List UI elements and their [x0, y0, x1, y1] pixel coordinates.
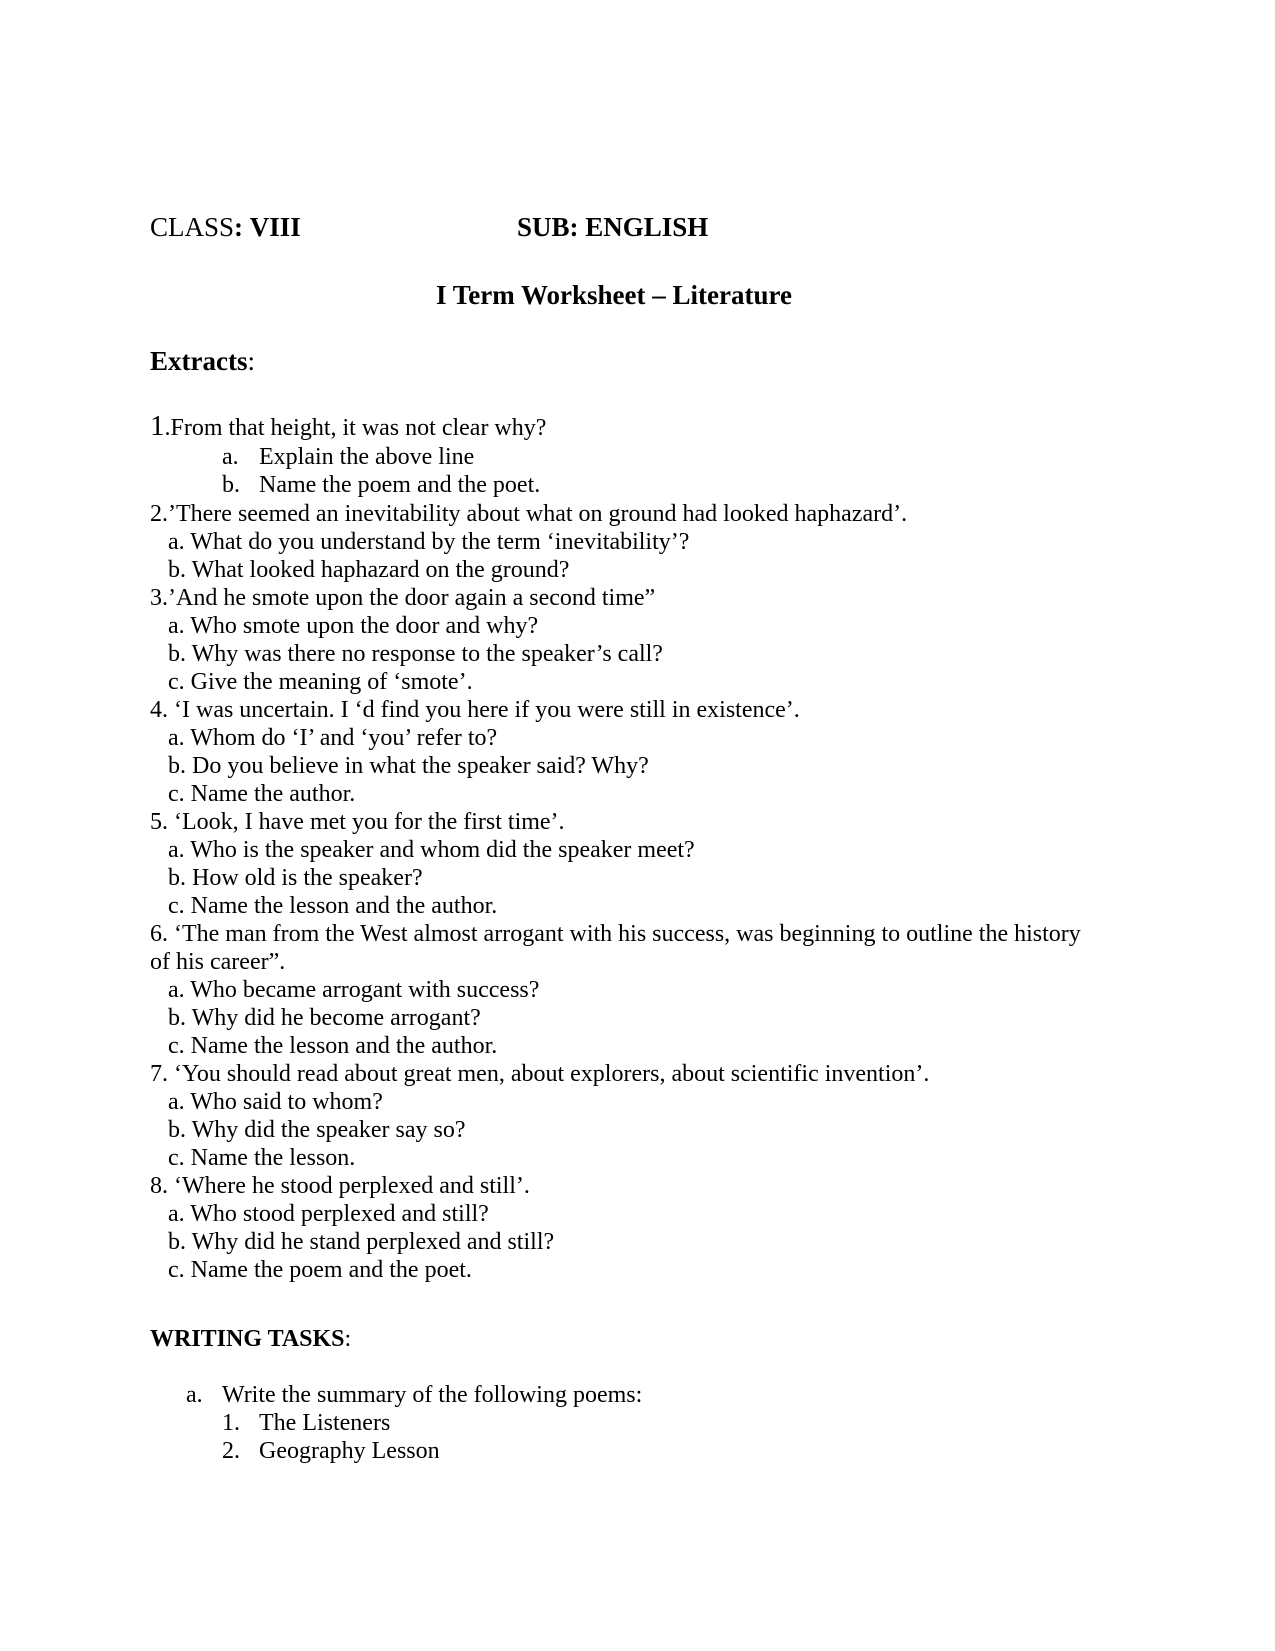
question-line: c. Name the author. — [150, 781, 356, 807]
question-line: 5. ‘Look, I have met you for the first time’. — [150, 809, 565, 835]
question-line: 3.’And he smote upon the door again a second time” — [150, 585, 656, 611]
question-line: 8. ‘Where he stood perplexed and still’. — [150, 1173, 530, 1199]
question-line: b. Why did he become arrogant? — [150, 1005, 481, 1031]
class-value: VIII — [249, 212, 301, 242]
question-line: c. Give the meaning of ‘smote’. — [150, 669, 473, 695]
sub-marker: a. — [222, 444, 239, 470]
question-line: 7. ‘You should read about great men, about explorers, about scientific invention’. — [150, 1061, 930, 1087]
question-line: b. Do you believe in what the speaker said? Why? — [150, 753, 649, 779]
question-1-sub-b — [222, 472, 240, 499]
question-1-sub-a — [222, 444, 239, 471]
question-line: 6. ‘The man from the West almost arrogant with his success, was beginning to outline the history — [150, 921, 1081, 947]
question-1 — [150, 410, 546, 443]
question-line: a. Whom do ‘I’ and ‘you’ refer to? — [150, 725, 498, 751]
question-line: c. Name the lesson. — [150, 1145, 356, 1171]
writing-tasks-heading-colon: : — [344, 1326, 352, 1352]
question-line: c. Name the lesson and the author. — [150, 893, 498, 919]
question-line: of his career”. — [150, 949, 286, 975]
question-line: a. Who became arrogant with success? — [150, 977, 540, 1003]
question-1-text: .From that height, it was not clear why? — [164, 415, 547, 441]
question-line: b. What looked haphazard on the ground? — [150, 557, 570, 583]
extracts-heading-text: Extracts — [150, 346, 248, 376]
question-line: b. Why was there no response to the speaker’s call? — [150, 641, 663, 667]
sub-marker: b. — [222, 472, 240, 498]
question-line: a. Who smote upon the door and why? — [150, 613, 539, 639]
question-line: a. Who said to whom? — [150, 1089, 383, 1115]
extracts-heading-colon: : — [247, 346, 255, 376]
writing-tasks-heading-text: WRITING TASKS — [150, 1326, 345, 1352]
question-line: b. Why did the speaker say so? — [150, 1117, 466, 1143]
question-line: c. Name the lesson and the author. — [150, 1033, 498, 1059]
question-line: 2.’There seemed an inevitability about what on ground had looked haphazard’. — [150, 501, 908, 527]
extracts-heading — [150, 346, 255, 377]
question-line: a. Who stood perplexed and still? — [150, 1201, 489, 1227]
class-label: CLASS — [150, 212, 235, 242]
question-line: a. Who is the speaker and whom did the speaker meet? — [150, 837, 695, 863]
question-1-number: 1 — [150, 410, 165, 442]
class-line — [150, 212, 301, 243]
writing-task-a-text: Write the summary of the following poems: — [222, 1382, 643, 1408]
page-title: I Term Worksheet – Literature — [436, 280, 792, 310]
question-line: 4. ‘I was uncertain. I ‘d find you here if you were still in existence’. — [150, 697, 800, 723]
poem-1-title: The Listeners — [259, 1410, 391, 1436]
writing-task-a-marker: a. — [186, 1382, 203, 1408]
poem-2-marker: 2. — [222, 1438, 240, 1464]
question-line: b. Why did he stand perplexed and still? — [150, 1229, 555, 1255]
question-line: c. Name the poem and the poet. — [150, 1257, 472, 1283]
poem-1-marker: 1. — [222, 1410, 240, 1436]
writing-tasks-heading — [150, 1326, 351, 1353]
question-line: a. What do you understand by the term ‘inevitability’? — [150, 529, 690, 555]
question-line: b. How old is the speaker? — [150, 865, 423, 891]
class-colon: : — [234, 212, 244, 242]
poem-2-title: Geography Lesson — [259, 1438, 440, 1464]
subject-label: SUB: ENGLISH — [517, 212, 709, 242]
question-1-sub-a-text: Explain the above line — [259, 444, 475, 470]
question-1-sub-b-text: Name the poem and the poet. — [259, 472, 541, 498]
